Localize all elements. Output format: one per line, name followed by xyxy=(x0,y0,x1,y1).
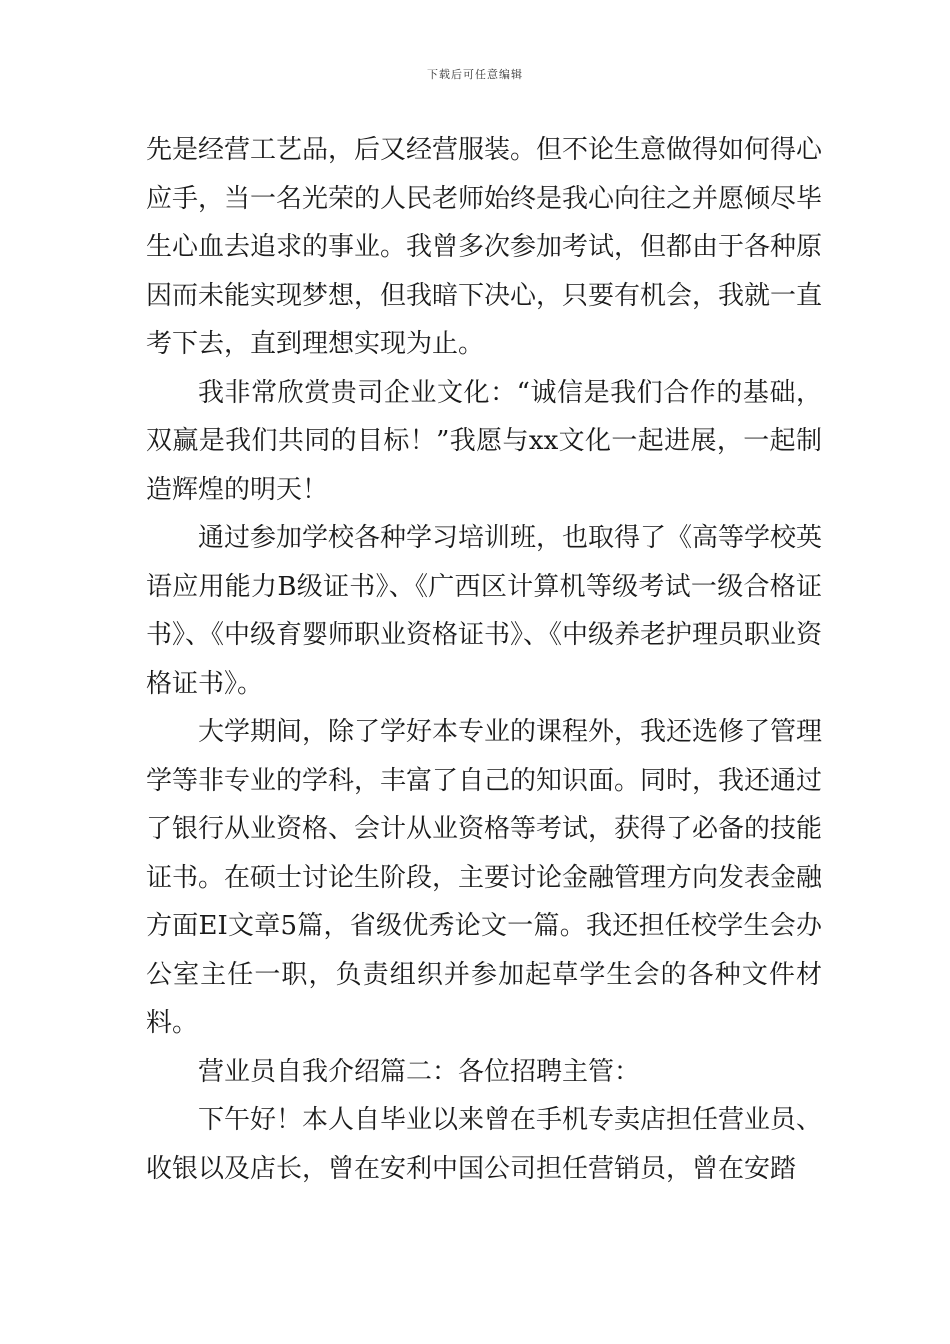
header-note: 下载后可任意编辑 xyxy=(427,68,523,81)
paragraph: 先是经营工艺品，后又经营服装。但不论生意做得如何得心应手，当一名光荣的人民老师始终是我心向往之并愿倾尽毕生心血去追求的事业。我曾多次参加考试，但都由于各种原因而未能实现梦想，但我暗下决心，只要有机会，我就一直考下去，直到理想实现为止。 xyxy=(146,135,823,359)
section-heading: 营业员自我介绍篇二：各位招聘主管： xyxy=(198,1056,641,1087)
paragraph: 下午好！本人自毕业以来曾在手机专卖店担任营业员、收银以及店长，曾在安利中国公司担任营销员，曾在安踏 xyxy=(146,1105,823,1184)
paragraph: 通过参加学校各种学习培训班，也取得了《高等学校英语应用能力B级证书》、《广西区计算机等级考试一级合格证书》、《中级育婴师职业资格证书》、《中级养老护理员职业资格证书》。 xyxy=(146,523,823,699)
paragraph: 大学期间，除了学好本专业的课程外，我还选修了管理学等非专业的学科，丰富了自己的知识面。同时，我还通过了银行从业资格、会计从业资格等考试，获得了必备的技能证书。在硕士讨论生阶段，主要讨论金融管理方向发表金融方面EI文章5篇，省级优秀论文一篇。我还担任校学生会办公室主任一职，负责组织并参加起草学生会的各种文件材料。 xyxy=(146,717,823,1038)
paragraph: 我非常欣赏贵司企业文化：“诚信是我们合作的基础，双赢是我们共同的目标！”我愿与xx文化一起进展，一起制造辉煌的明天！ xyxy=(146,377,822,505)
document-body xyxy=(146,126,822,1193)
